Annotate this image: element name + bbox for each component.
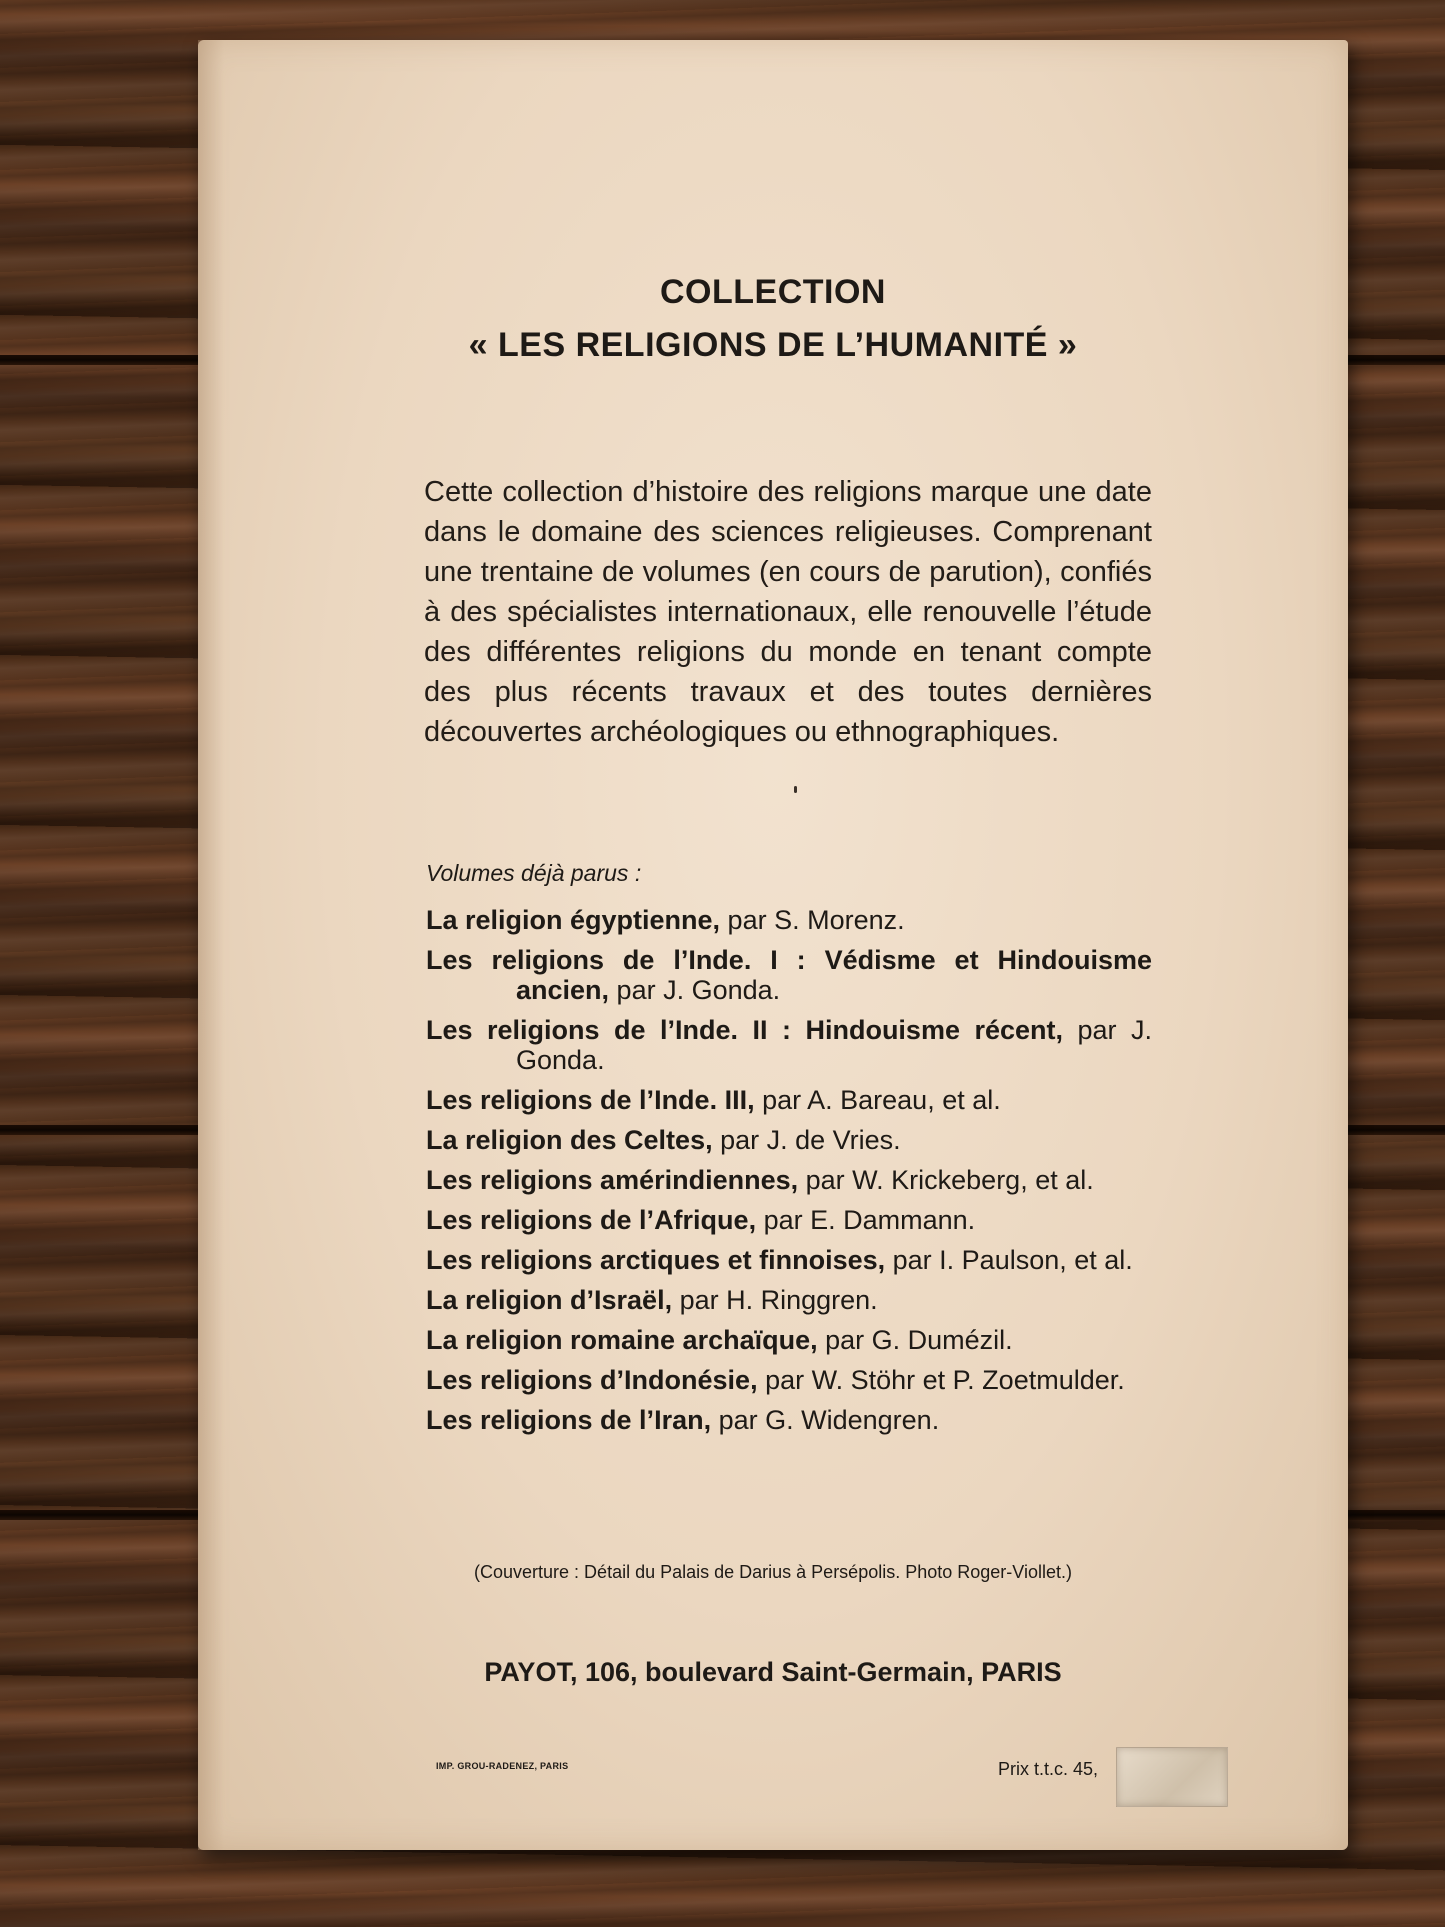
volume-title: Les religions arctiques et finnoises,: [426, 1245, 886, 1275]
cover-photo-credit: (Couverture : Détail du Palais de Darius à Persépolis. Photo Roger-Viollet.): [474, 1562, 1072, 1582]
volume-title: Les religions de l’Inde. I : Védisme et Hindouisme ancien,: [426, 945, 1152, 1005]
volume-item: [426, 1085, 1152, 1115]
series-title: « LES RELIGIONS DE L’HUMANITÉ »: [468, 326, 1078, 364]
volumes-list: [426, 905, 1152, 1445]
volume-item: [426, 1405, 1152, 1435]
volume-author: par G. Dumézil.: [817, 1325, 1013, 1355]
volume-item: [426, 1245, 1152, 1275]
volume-item: [426, 1285, 1152, 1315]
volume-item: [426, 1165, 1152, 1195]
book-back-cover: [198, 40, 1348, 1850]
price-sticker-remnant: [1116, 1747, 1228, 1807]
volume-author: par H. Ringgren.: [672, 1285, 878, 1315]
volume-title: Les religions amérindiennes,: [426, 1165, 799, 1195]
volume-author: par J. Gonda.: [609, 975, 781, 1005]
volume-item: [426, 905, 1152, 935]
volume-title: Les religions de l’Iran,: [426, 1405, 712, 1435]
price-label: Prix t.t.c. 45,: [998, 1759, 1099, 1779]
volume-author: par W. Krickeberg, et al.: [798, 1165, 1094, 1195]
volume-title: La religion d’Israël,: [426, 1285, 673, 1315]
printer-imprint: IMP. GROU-RADENEZ, PARIS: [436, 1761, 569, 1771]
volume-author: par J. Gonda.: [516, 1015, 1152, 1075]
volume-item: [426, 945, 1152, 1005]
volume-author: par J. de Vries.: [712, 1125, 901, 1155]
ink-speck: [794, 786, 797, 793]
volume-author: par A. Bareau, et al.: [754, 1085, 1001, 1115]
volume-title: La religion romaine archaïque,: [426, 1325, 818, 1355]
collection-description: Cette collection d’histoire des religions marque une date dans le domaine des sciences religieuses. Comprenant une trentaine de volumes (en cours de parution), confiés à des spécialistes internationaux, elle renouvelle l’étude des différentes religions du monde en tenant compte des plus récents travaux et des toutes dernières découvertes archéologiques ou ethnographiques.: [424, 476, 1152, 748]
collection-heading: COLLECTION: [660, 273, 886, 311]
volume-author: par E. Dammann.: [756, 1205, 976, 1235]
volume-title: Les religions d’Indonésie,: [426, 1365, 758, 1395]
volume-title: La religion égyptienne,: [426, 905, 721, 935]
volume-item: [426, 1205, 1152, 1235]
volume-author: par I. Paulson, et al.: [885, 1245, 1133, 1275]
volume-item: [426, 1325, 1152, 1355]
volume-title: Les religions de l’Afrique,: [426, 1205, 757, 1235]
volume-author: par S. Morenz.: [720, 905, 905, 935]
volume-item: [426, 1015, 1152, 1075]
volumes-label: Volumes déjà parus :: [426, 860, 642, 886]
volume-title: Les religions de l’Inde. III,: [426, 1085, 755, 1115]
volume-item: [426, 1125, 1152, 1155]
volume-title: Les religions de l’Inde. II : Hindouisme récent,: [426, 1015, 1063, 1045]
volume-item: [426, 1365, 1152, 1395]
volume-author: par W. Stöhr et P. Zoetmulder.: [757, 1365, 1125, 1395]
volume-author: par G. Widengren.: [711, 1405, 940, 1435]
cover-content: [198, 40, 1348, 1850]
volume-title: La religion des Celtes,: [426, 1125, 713, 1155]
publisher-address: PAYOT, 106, boulevard Saint-Germain, PARIS: [484, 1657, 1062, 1687]
